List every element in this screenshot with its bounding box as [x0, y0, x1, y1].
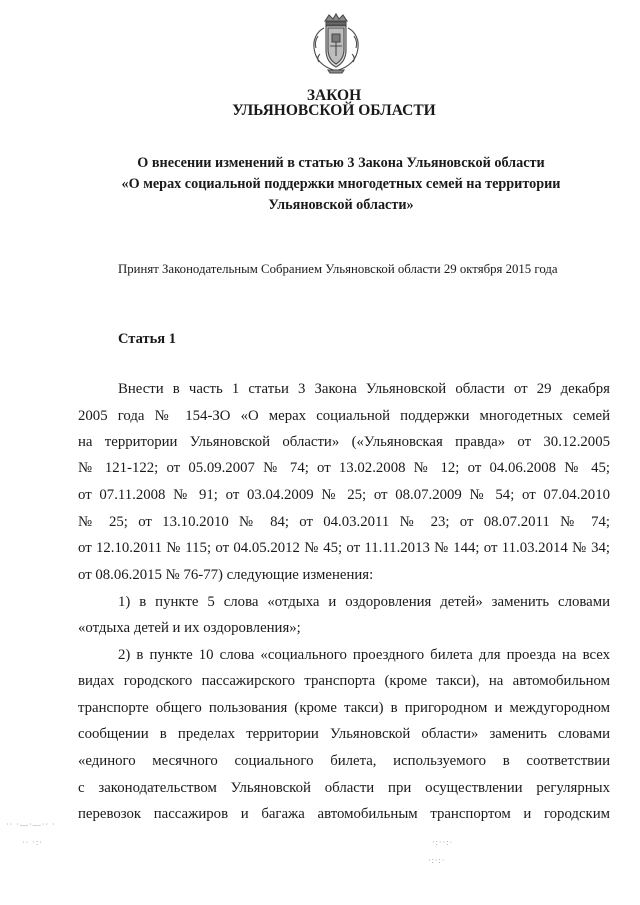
article-line: от 07.11.2008 № 91; от 03.04.2009 № 25; от 08.07.2009 № 54; от 07.04.2010: [78, 487, 610, 503]
article-line: «отдыха детей и их оздоровления»;: [78, 620, 301, 636]
article-line: 2005 года № 154-ЗО «О мерах социальной поддержки многодетных семей: [78, 408, 610, 424]
article-line: 2) в пункте 10 слова «социального проездного билета для проезда на всех: [118, 647, 610, 663]
article-line: транспорте общего пользования (кроме такси) в пригородном и междугородном: [78, 700, 610, 716]
article-line: 1) в пункте 5 слова «отдыха и оздоровления детей» заменить словами: [118, 594, 610, 610]
law-title-line1: ЗАКОН: [306, 87, 362, 104]
article-line: с законодательством Ульяновской области при осуществлении регулярных: [78, 780, 610, 796]
coat-of-arms-icon: [306, 12, 366, 74]
law-title-line2: УЛЬЯНОВСКОЙ ОБЛАСТИ: [232, 102, 436, 119]
scan-noise: ·· ·:·: [22, 838, 43, 847]
adoption-note: Принят Законодательным Собранием Ульяновской области 29 октября 2015 года: [118, 262, 558, 276]
subtitle-line: Ульяновской области»: [268, 197, 414, 213]
scan-noise: ·:·:·: [428, 856, 446, 865]
article-line: от 08.06.2015 № 76-77) следующие изменения:: [78, 567, 374, 583]
article-line: № 25; от 13.10.2010 № 84; от 04.03.2011 № 23; от 08.07.2011 № 74;: [78, 514, 610, 530]
article-line: «единого месячного социального билета, используемого в соответствии: [78, 753, 610, 769]
subtitle-line: «О мерах социальной поддержки многодетных семей на территории: [121, 176, 561, 192]
article-heading: Статья 1: [118, 331, 176, 347]
article-line: видах городского пассажирского транспорта (кроме такси), на автомобильном: [78, 673, 610, 689]
article-line: сообщении в пределах территории Ульяновской области» заменить словами: [78, 726, 610, 742]
article-line: № 121-122; от 05.09.2007 № 74; от 13.02.2008 № 12; от 04.06.2008 № 45;: [78, 460, 610, 476]
article-line: Внести в часть 1 статьи 3 Закона Ульяновской области от 29 декабря: [118, 381, 610, 397]
law-subtitle: [86, 153, 596, 216]
article-line: перевозок пассажиров и багажа автомобильным транспортом и городским: [78, 806, 610, 822]
scan-noise: ·· ·—·—·· ·: [6, 820, 56, 829]
article-line: на территории Ульяновской области» («Ульяновская правда» от 30.12.2005: [78, 434, 610, 450]
article-line: от 12.10.2011 № 115; от 04.05.2012 № 45; от 11.11.2013 № 144; от 11.03.2014 № 34;: [78, 540, 610, 556]
scan-noise: ·:··:·: [432, 838, 454, 847]
subtitle-line: О внесении изменений в статью 3 Закона Ульяновской области: [137, 155, 545, 171]
